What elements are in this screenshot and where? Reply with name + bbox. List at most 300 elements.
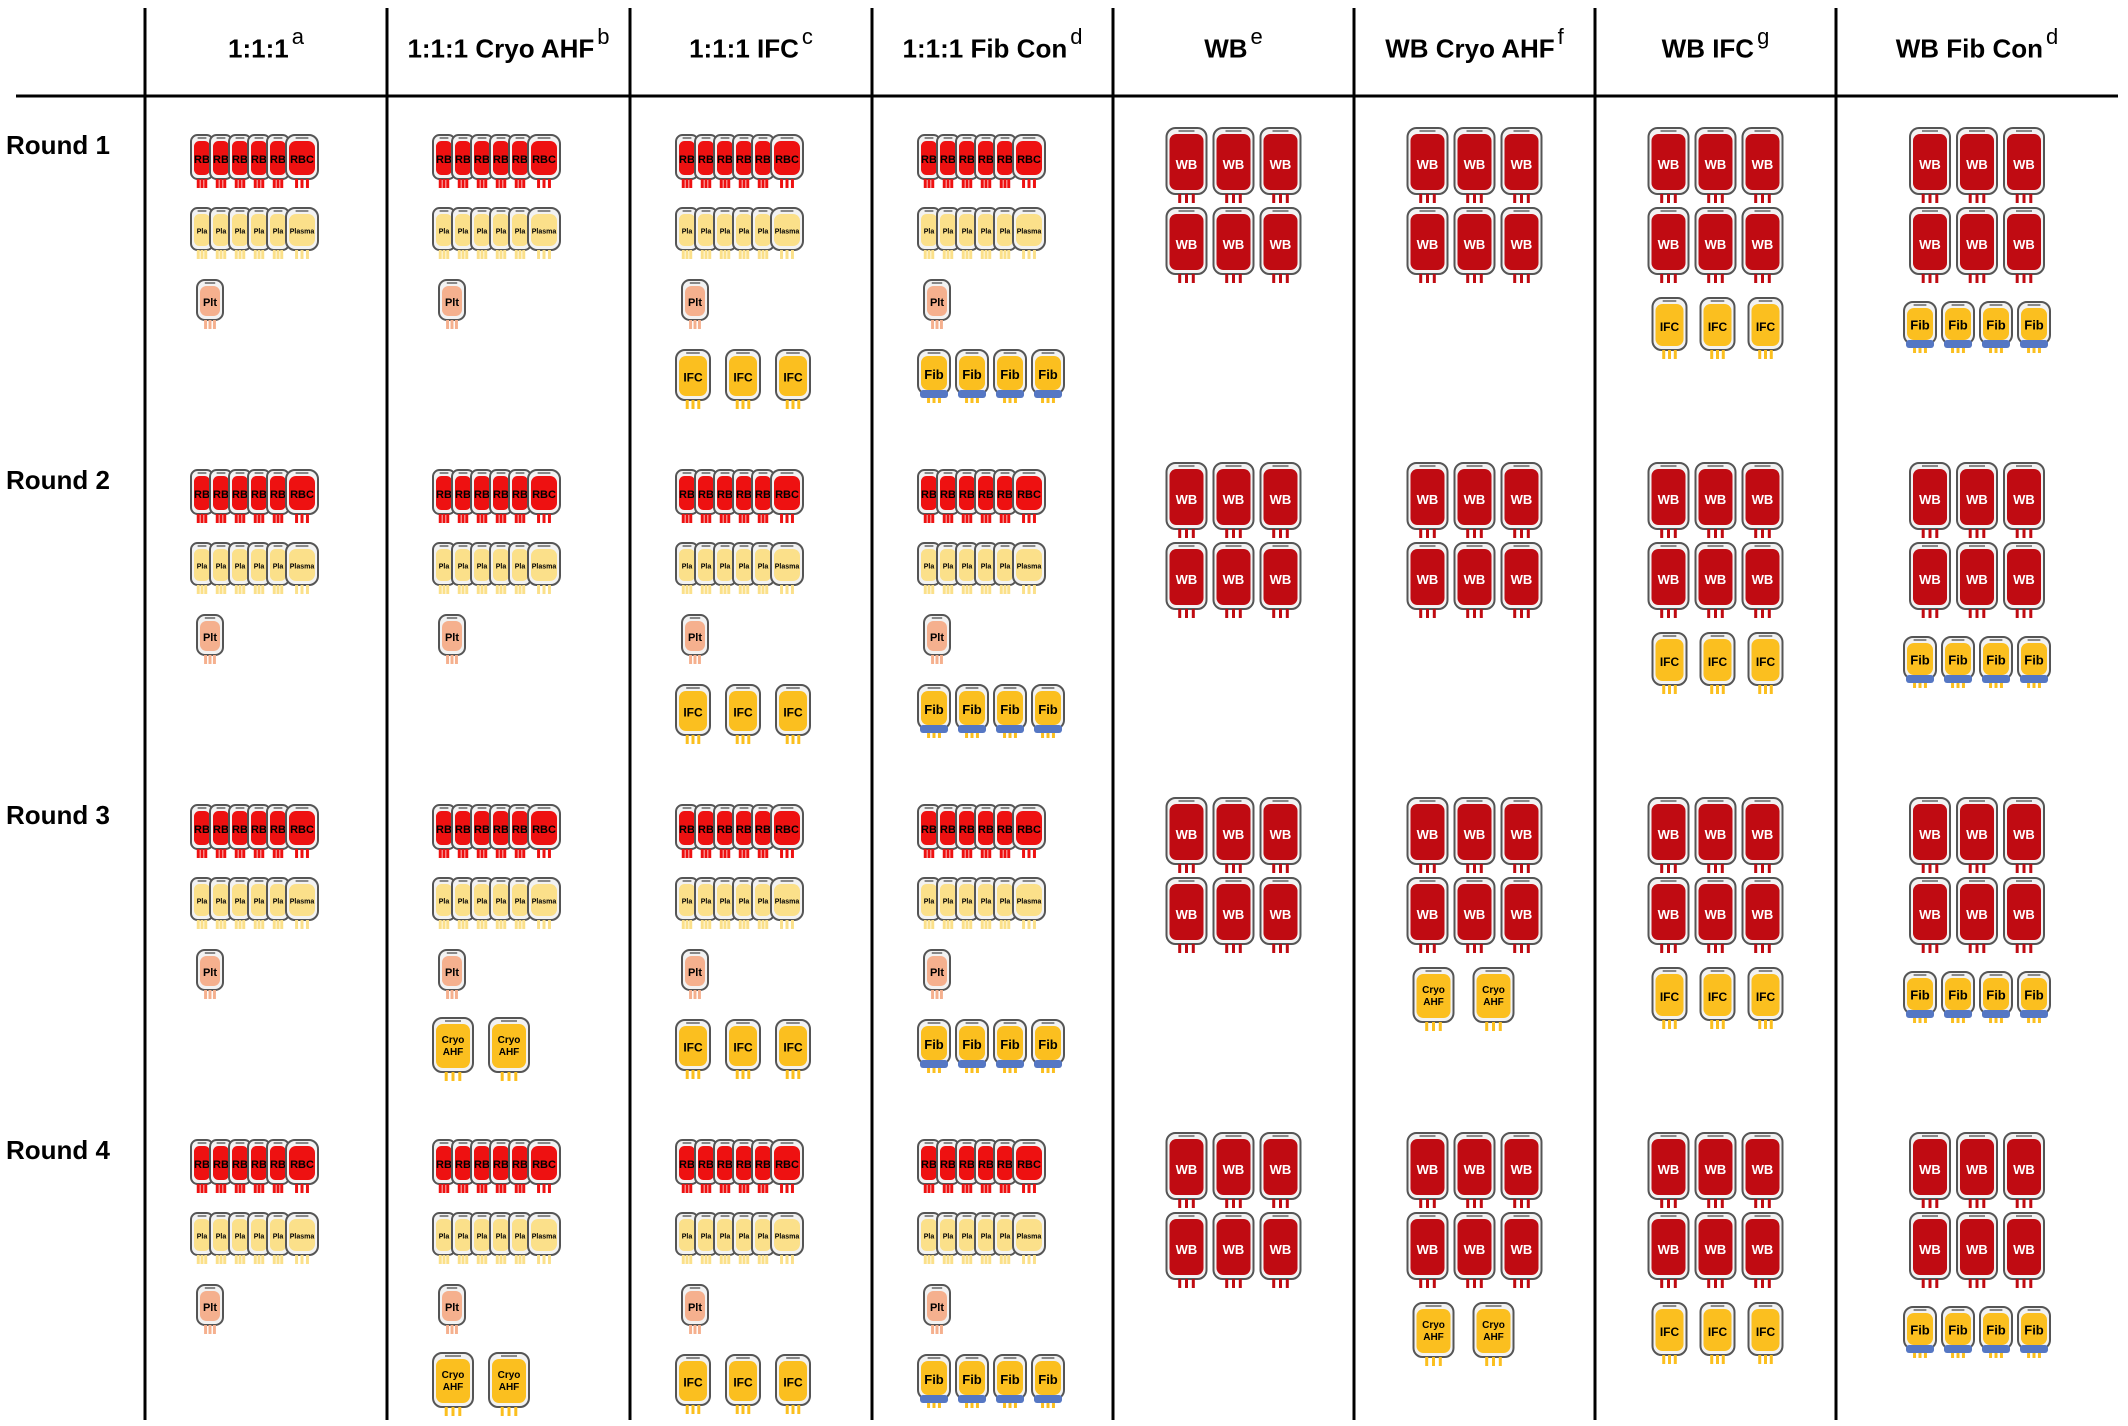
bag-label: Pla (514, 228, 526, 236)
bag-label: WB (1657, 1161, 1680, 1177)
bag-label: RBC (1017, 824, 1041, 837)
bag-label: RB (940, 154, 956, 167)
bag-label: IFC (1707, 1324, 1728, 1339)
fib-vial-icon (956, 1020, 988, 1073)
bag-label: RB (493, 824, 509, 837)
bag-label: WB (1175, 236, 1198, 252)
column-header-label: WB Cryo AHF (1385, 33, 1555, 64)
wb-bag-icon (2004, 1133, 2044, 1208)
bag-label: RB (679, 489, 695, 502)
wb-bag-icon (1957, 128, 1997, 203)
platelet-bag-icon (682, 1285, 708, 1334)
bag-label: RB (194, 154, 210, 167)
bag-label: Pla (476, 898, 488, 906)
column-header-label: 1:1:1 Cryo AHF (407, 33, 595, 64)
bag-label: WB (1416, 906, 1439, 922)
bag-label: RB (755, 824, 771, 837)
bag-label: WB (1919, 236, 1941, 252)
ifc-bag-icon (726, 350, 760, 409)
wb-bag-icon (1743, 878, 1783, 953)
bag-label: Cryo (497, 1369, 521, 1381)
cryo-bag-icon (1414, 968, 1454, 1031)
bag-label: Pla (681, 898, 693, 906)
bag-label: RB (270, 824, 286, 837)
bag-label: WB (1222, 236, 1245, 252)
bag-label: Pla (923, 228, 935, 236)
bag-label: Pla (272, 563, 284, 571)
wb-bag-icon (1167, 463, 1207, 538)
bag-label: RB (474, 489, 490, 502)
bag-label: RB (436, 489, 452, 502)
fib-vial-icon (1942, 637, 1974, 688)
bag-label: Fib (1000, 366, 1020, 382)
bag-label: WB (1751, 1241, 1774, 1257)
footnote-marker: c (801, 24, 813, 49)
bag-label: RB (997, 489, 1013, 502)
ifc-bag-icon (776, 1020, 810, 1079)
rbc-bag-icon (286, 1140, 318, 1193)
footnote-marker: d (1070, 24, 1083, 49)
wb-bag-icon (1408, 128, 1448, 203)
cryo-bag-icon (1474, 968, 1514, 1031)
bag-label: AHF (442, 1381, 464, 1393)
platelet-bag-icon (197, 1285, 223, 1334)
fib-vial-icon (918, 1020, 950, 1073)
bag-label: Pla (234, 898, 246, 906)
bag-label: WB (1463, 1241, 1486, 1257)
bag-label: RB (698, 154, 714, 167)
wb-bag-icon (1649, 1213, 1689, 1288)
bag-label: WB (1175, 906, 1198, 922)
wb-bag-icon (2004, 543, 2044, 618)
bag-label: RB (978, 489, 994, 502)
wb-bag-icon (1167, 208, 1207, 283)
platelet-bag-icon (439, 1285, 465, 1334)
wb-bag-icon (1214, 1213, 1254, 1288)
bag-label: WB (1222, 491, 1245, 507)
bag-label: IFC (1755, 654, 1776, 669)
bag-label: WB (1175, 826, 1198, 842)
wb-bag-icon (1214, 543, 1254, 618)
wb-bag-icon (1910, 1213, 1950, 1288)
bag-label: AHF (1423, 996, 1444, 1008)
fib-vial-icon (994, 1020, 1026, 1073)
bag-label: RB (679, 154, 695, 167)
bag-label: WB (1919, 826, 1941, 842)
bag-label: WB (1175, 571, 1198, 587)
bag-label: Cryo (497, 1034, 521, 1046)
bag-label: Pla (961, 898, 973, 906)
bag-label: WB (1919, 1161, 1941, 1177)
bag-label: WB (1510, 236, 1533, 252)
bag-label: WB (1704, 1161, 1727, 1177)
bag-label: WB (1919, 1241, 1941, 1257)
bag-label: WB (1751, 1161, 1774, 1177)
fib-vial-icon (956, 350, 988, 403)
wb-bag-icon (1214, 208, 1254, 283)
bag-label: IFC (1659, 654, 1680, 669)
bag-label: Pla (738, 228, 750, 236)
bag-label: Pla (253, 228, 265, 236)
bag-label: WB (1704, 571, 1727, 587)
fib-vial-icon (2018, 302, 2050, 353)
bag-label: WB (1269, 906, 1292, 922)
bag-label: WB (1416, 1161, 1439, 1177)
footnote-marker: e (1250, 24, 1263, 49)
bag-label: IFC (733, 370, 753, 385)
wb-bag-icon (1502, 1213, 1542, 1288)
bag-label: WB (1966, 571, 1988, 587)
bag-label: RB (213, 824, 229, 837)
plasma-bag-icon (1013, 878, 1045, 929)
fib-vial-icon (1904, 972, 1936, 1023)
bag-label: Pla (980, 228, 992, 236)
ifc-bag-icon (1653, 968, 1687, 1029)
bag-label: Fib (1038, 366, 1058, 382)
bag-label: Fib (1986, 317, 2006, 333)
ifc-bag-icon (1749, 633, 1783, 694)
bag-label: RB (455, 154, 471, 167)
wb-bag-icon (1957, 878, 1997, 953)
fib-vial-icon (1942, 302, 1974, 353)
platelet-bag-icon (924, 1285, 950, 1334)
bag-label: RB (940, 1159, 956, 1172)
fib-vial-icon (2018, 1307, 2050, 1358)
wb-bag-icon (1696, 1213, 1736, 1288)
bag-label: Fib (1948, 652, 1968, 668)
bag-label: WB (1269, 491, 1292, 507)
bag-label: Plasma (531, 228, 557, 236)
bag-label: RB (512, 154, 528, 167)
wb-bag-icon (1261, 208, 1301, 283)
bag-label: Pla (253, 563, 265, 571)
bag-label: Pla (495, 228, 507, 236)
bag-label: Pla (495, 898, 507, 906)
bag-label: Cryo (1422, 1319, 1445, 1331)
bag-label: RB (232, 1159, 248, 1172)
wb-bag-icon (1696, 463, 1736, 538)
rbc-bag-icon (1013, 805, 1045, 858)
bag-label: RBC (1017, 154, 1041, 167)
wb-bag-icon (1261, 128, 1301, 203)
bag-label: IFC (1707, 654, 1728, 669)
bag-label: RB (717, 489, 733, 502)
wb-bag-icon (1408, 463, 1448, 538)
platelet-bag-icon (682, 280, 708, 329)
wb-bag-icon (1696, 1133, 1736, 1208)
bag-label: Plasma (1016, 563, 1042, 571)
bag-label: RB (251, 154, 267, 167)
plasma-bag-icon (528, 543, 560, 594)
bag-label: WB (1269, 236, 1292, 252)
bag-label: Pla (514, 898, 526, 906)
bag-label: IFC (783, 1375, 803, 1390)
bag-label: RB (940, 489, 956, 502)
bag-label: Plt (202, 966, 218, 979)
bag-label: Plasma (1016, 1233, 1042, 1241)
bag-label: Fib (1038, 701, 1058, 717)
wb-bag-icon (1167, 543, 1207, 618)
bag-label: IFC (683, 705, 703, 720)
fib-vial-icon (1942, 972, 1974, 1023)
bag-label: Pla (234, 1233, 246, 1241)
bag-label: WB (1751, 826, 1774, 842)
row-header: Round 1 (6, 130, 110, 160)
bag-label: Plt (444, 631, 460, 644)
bag-label: RB (270, 1159, 286, 1172)
wb-bag-icon (1910, 878, 1950, 953)
bag-label: WB (2013, 1161, 2035, 1177)
bag-label: WB (1751, 156, 1774, 172)
bag-label: WB (1657, 1241, 1680, 1257)
bag-label: Plasma (531, 563, 557, 571)
bag-label: Pla (215, 563, 227, 571)
bag-label: RB (940, 824, 956, 837)
bag-label: WB (1175, 1241, 1198, 1257)
bag-label: RB (455, 824, 471, 837)
bag-label: RB (959, 154, 975, 167)
fib-vial-icon (1980, 302, 2012, 353)
plasma-bag-icon (1013, 208, 1045, 259)
bag-label: RB (959, 489, 975, 502)
bag-label: RB (717, 1159, 733, 1172)
wb-bag-icon (1743, 543, 1783, 618)
bag-label: WB (1966, 236, 1988, 252)
bag-label: IFC (1707, 319, 1728, 334)
bag-label: Pla (438, 1233, 450, 1241)
footnote-marker: a (291, 24, 304, 49)
bag-label: WB (1222, 1161, 1245, 1177)
fib-vial-icon (1980, 637, 2012, 688)
bag-label: RBC (775, 824, 799, 837)
bag-label: IFC (733, 1040, 753, 1055)
wb-bag-icon (1455, 463, 1495, 538)
bag-label: WB (1966, 1161, 1988, 1177)
bag-label: Pla (980, 563, 992, 571)
platelet-bag-icon (682, 950, 708, 999)
fib-vial-icon (1032, 1355, 1064, 1408)
wb-bag-icon (1957, 1133, 1997, 1208)
bag-label: WB (2013, 1241, 2035, 1257)
wb-bag-icon (1957, 463, 1997, 538)
bag-label: RB (251, 1159, 267, 1172)
rbc-bag-icon (286, 135, 318, 188)
rbc-bag-icon (286, 470, 318, 523)
bag-label: WB (1175, 1161, 1198, 1177)
wb-bag-icon (1408, 798, 1448, 873)
fib-vial-icon (994, 1355, 1026, 1408)
bag-label: Fib (924, 1036, 944, 1052)
wb-bag-icon (1261, 798, 1301, 873)
bag-label: RB (997, 1159, 1013, 1172)
rbc-bag-icon (771, 1140, 803, 1193)
bag-label: Fib (924, 1371, 944, 1387)
bag-label: Plasma (289, 898, 315, 906)
bag-label: IFC (733, 705, 753, 720)
bag-label: WB (1269, 1241, 1292, 1257)
bag-label: Pla (999, 1233, 1011, 1241)
bag-label: Pla (700, 563, 712, 571)
column-header-label: 1:1:1 IFC (689, 33, 799, 64)
fib-vial-icon (1942, 1307, 1974, 1358)
ifc-bag-icon (726, 685, 760, 744)
wb-bag-icon (1167, 798, 1207, 873)
bag-label: RB (959, 824, 975, 837)
bag-label: Pla (923, 1233, 935, 1241)
fib-vial-icon (1980, 972, 2012, 1023)
bag-label: Pla (980, 1233, 992, 1241)
bag-label: WB (1657, 491, 1680, 507)
bag-label: Pla (757, 228, 769, 236)
bag-label: Plt (444, 1301, 460, 1314)
bag-label: Pla (234, 228, 246, 236)
bag-label: Plasma (531, 1233, 557, 1241)
bag-label: IFC (783, 705, 803, 720)
bag-label: RB (736, 489, 752, 502)
rbc-bag-icon (1013, 135, 1045, 188)
bag-label: WB (1751, 491, 1774, 507)
wb-bag-icon (1910, 463, 1950, 538)
wb-bag-icon (1910, 798, 1950, 873)
bag-label: RB (194, 489, 210, 502)
ifc-bag-icon (1749, 968, 1783, 1029)
footnote-marker: g (1757, 24, 1770, 49)
bag-label: WB (1416, 156, 1439, 172)
bag-label: RB (978, 154, 994, 167)
row-header: Round 3 (6, 800, 110, 830)
bag-label: WB (1175, 156, 1198, 172)
cryo-bag-icon (433, 1018, 473, 1081)
rbc-bag-icon (528, 470, 560, 523)
bag-label: RB (512, 489, 528, 502)
bag-label: RBC (290, 489, 314, 502)
bag-label: WB (1657, 571, 1680, 587)
bag-label: Pla (757, 898, 769, 906)
bag-label: RB (474, 154, 490, 167)
wb-bag-icon (1696, 208, 1736, 283)
bag-label: Pla (234, 563, 246, 571)
bag-label: WB (1269, 1161, 1292, 1177)
bag-label: Pla (700, 1233, 712, 1241)
bag-label: Fib (1948, 1322, 1968, 1338)
wb-bag-icon (1502, 1133, 1542, 1208)
bag-label: Fib (1986, 652, 2006, 668)
bag-label: Pla (495, 1233, 507, 1241)
bag-label: WB (2013, 491, 2035, 507)
bag-label: Cryo (1482, 984, 1505, 996)
bag-label: Pla (942, 898, 954, 906)
bag-label: Fib (924, 366, 944, 382)
bag-label: RB (436, 154, 452, 167)
bag-label: WB (1510, 1241, 1533, 1257)
fib-vial-icon (1904, 302, 1936, 353)
bag-label: WB (1704, 491, 1727, 507)
bag-label: RB (436, 824, 452, 837)
bag-label: WB (1657, 826, 1680, 842)
wb-bag-icon (1696, 128, 1736, 203)
bag-label: AHF (1423, 1331, 1444, 1343)
bag-label: WB (1416, 491, 1439, 507)
bag-label: Pla (719, 1233, 731, 1241)
bag-label: Pla (438, 228, 450, 236)
bag-label: Pla (700, 228, 712, 236)
bag-label: Plt (687, 296, 703, 309)
bag-label: RB (251, 489, 267, 502)
column-header-label: WB Fib Con (1895, 33, 2044, 64)
bag-label: Pla (923, 563, 935, 571)
bag-label: Pla (961, 228, 973, 236)
bag-label: Plt (444, 296, 460, 309)
wb-bag-icon (1743, 128, 1783, 203)
bag-label: Cryo (441, 1369, 465, 1381)
bag-label: Pla (438, 563, 450, 571)
bag-label: Fib (1000, 701, 1020, 717)
wb-bag-icon (1455, 1133, 1495, 1208)
bag-label: RB (493, 489, 509, 502)
bag-label: Plasma (774, 563, 800, 571)
bag-label: Pla (196, 563, 208, 571)
bag-label: Plasma (289, 228, 315, 236)
plasma-bag-icon (771, 878, 803, 929)
bag-label: RB (270, 154, 286, 167)
bag-label: Fib (1948, 317, 1968, 333)
bag-label: Plt (687, 1301, 703, 1314)
wb-bag-icon (1957, 798, 1997, 873)
bag-label: RB (921, 154, 937, 167)
bag-label: WB (1510, 1161, 1533, 1177)
bag-label: RB (251, 824, 267, 837)
bag-label: RB (997, 154, 1013, 167)
fib-vial-icon (2018, 637, 2050, 688)
bag-label: Pla (272, 228, 284, 236)
bag-label: Pla (923, 898, 935, 906)
bag-label: RB (717, 824, 733, 837)
bag-label: WB (1463, 906, 1486, 922)
ifc-bag-icon (676, 1355, 710, 1414)
plasma-bag-icon (528, 878, 560, 929)
bag-label: RB (755, 1159, 771, 1172)
bag-label: WB (1919, 156, 1941, 172)
bag-label: Pla (961, 563, 973, 571)
column-header-label: WB (1204, 33, 1248, 64)
bag-label: Pla (681, 228, 693, 236)
bag-label: Plasma (531, 898, 557, 906)
ifc-bag-icon (776, 685, 810, 744)
bag-label: WB (1269, 826, 1292, 842)
bag-label: RB (213, 154, 229, 167)
wb-bag-icon (1455, 878, 1495, 953)
bag-label: Fib (1910, 1322, 1930, 1338)
wb-bag-icon (1455, 543, 1495, 618)
platelet-bag-icon (197, 615, 223, 664)
ifc-bag-icon (1701, 633, 1735, 694)
bag-label: RB (474, 1159, 490, 1172)
bag-label: RB (512, 1159, 528, 1172)
row-header: Round 2 (6, 465, 110, 495)
bag-label: Plasma (1016, 898, 1042, 906)
plasma-bag-icon (771, 208, 803, 259)
wb-bag-icon (1261, 1213, 1301, 1288)
bag-label: RB (978, 824, 994, 837)
wb-bag-icon (1957, 208, 1997, 283)
bag-label: IFC (1755, 989, 1776, 1004)
bag-label: WB (2013, 571, 2035, 587)
bag-label: RB (455, 1159, 471, 1172)
wb-bag-icon (1408, 208, 1448, 283)
bag-label: Pla (757, 1233, 769, 1241)
bag-label: RB (232, 824, 248, 837)
wb-bag-icon (2004, 878, 2044, 953)
